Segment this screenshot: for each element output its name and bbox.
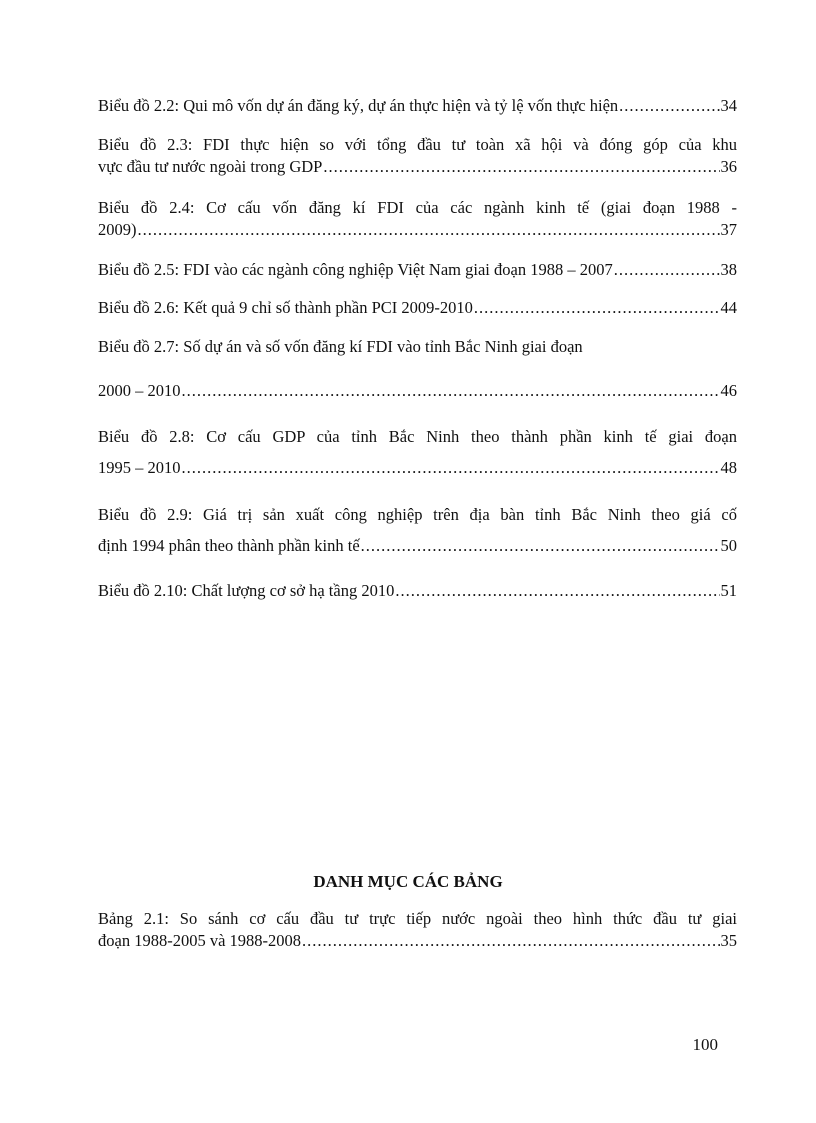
section-heading: DANH MỤC CÁC BẢNG <box>313 872 503 891</box>
entry-title: Biểu đồ 2.6: Kết quả 9 chỉ số thành phần PCI 2009-2010 <box>98 298 473 317</box>
entry-page-number: 35 <box>720 931 737 950</box>
figure-entry <box>98 95 737 117</box>
dot-leader <box>302 930 719 952</box>
entry-title: Biểu đồ 2.7: Số dự án và số vốn đăng kí FDI vào tỉnh Bắc Ninh giai đoạn <box>98 337 583 356</box>
entry-title-continued: 2009) <box>98 220 137 239</box>
dot-leader <box>182 380 720 402</box>
figure-entry <box>98 336 737 402</box>
entry-title-continued: đoạn 1988-2005 và 1988-2008 <box>98 931 302 950</box>
entry-title: Biểu đồ 2.10: Chất lượng cơ sở hạ tầng 2010 <box>98 581 395 600</box>
entry-title-continued: 2000 – 2010 <box>98 381 181 400</box>
figure-entry <box>98 134 737 178</box>
entry-page-number: 36 <box>720 157 737 176</box>
entry-page-number: 46 <box>720 381 737 400</box>
dot-leader <box>619 95 719 117</box>
dot-leader <box>138 219 720 241</box>
dot-leader <box>182 457 720 479</box>
dot-leader <box>474 297 720 319</box>
figure-entry <box>98 426 737 479</box>
entry-page-number: 50 <box>720 536 737 555</box>
figure-entry <box>98 580 737 602</box>
entry-title: Biểu đồ 2.5: FDI vào các ngành công nghiệp Việt Nam giai đoạn 1988 – 2007 <box>98 260 613 279</box>
entry-page-number: 37 <box>720 220 737 239</box>
entry-page-number: 38 <box>720 260 737 279</box>
table-entry <box>98 908 737 952</box>
entry-title: Bảng 2.1: So sánh cơ cấu đầu tư trực tiếp nước ngoài theo hình thức đầu tư giai <box>98 909 737 928</box>
entry-page-number: 34 <box>720 96 737 115</box>
entry-title-continued: định 1994 phân theo thành phần kinh tế <box>98 536 360 555</box>
figure-entry <box>98 297 737 319</box>
entry-title: Biểu đồ 2.3: FDI thực hiện so với tổng đầu tư toàn xã hội và đóng góp của khu <box>98 135 737 154</box>
entry-page-number: 51 <box>720 581 737 600</box>
entry-title-continued: 1995 – 2010 <box>98 458 181 477</box>
figure-entry <box>98 504 737 557</box>
entry-title: Biểu đồ 2.9: Giá trị sản xuất công nghiệp trên địa bàn tỉnh Bắc Ninh theo giá cố <box>98 505 737 524</box>
entry-title-continued: vực đầu tư nước ngoài trong GDP <box>98 157 323 176</box>
entry-page-number: 48 <box>720 458 737 477</box>
page-number: 100 <box>692 1035 718 1054</box>
entry-title: Biểu đồ 2.8: Cơ cấu GDP của tỉnh Bắc Ninh theo thành phần kinh tế giai đoạn <box>98 427 737 446</box>
entry-page-number: 44 <box>720 298 737 317</box>
dot-leader <box>614 259 720 281</box>
dot-leader <box>361 535 720 557</box>
figure-entry <box>98 259 737 281</box>
figure-entry <box>98 197 737 241</box>
entry-title: Biểu đồ 2.2: Qui mô vốn dự án đăng ký, dự án thực hiện và tỷ lệ vốn thực hiện <box>98 96 619 115</box>
dot-leader <box>323 156 719 178</box>
dot-leader <box>395 580 719 602</box>
entry-title: Biểu đồ 2.4: Cơ cấu vốn đăng kí FDI của các ngành kinh tế (giai đoạn 1988 - <box>98 198 737 217</box>
